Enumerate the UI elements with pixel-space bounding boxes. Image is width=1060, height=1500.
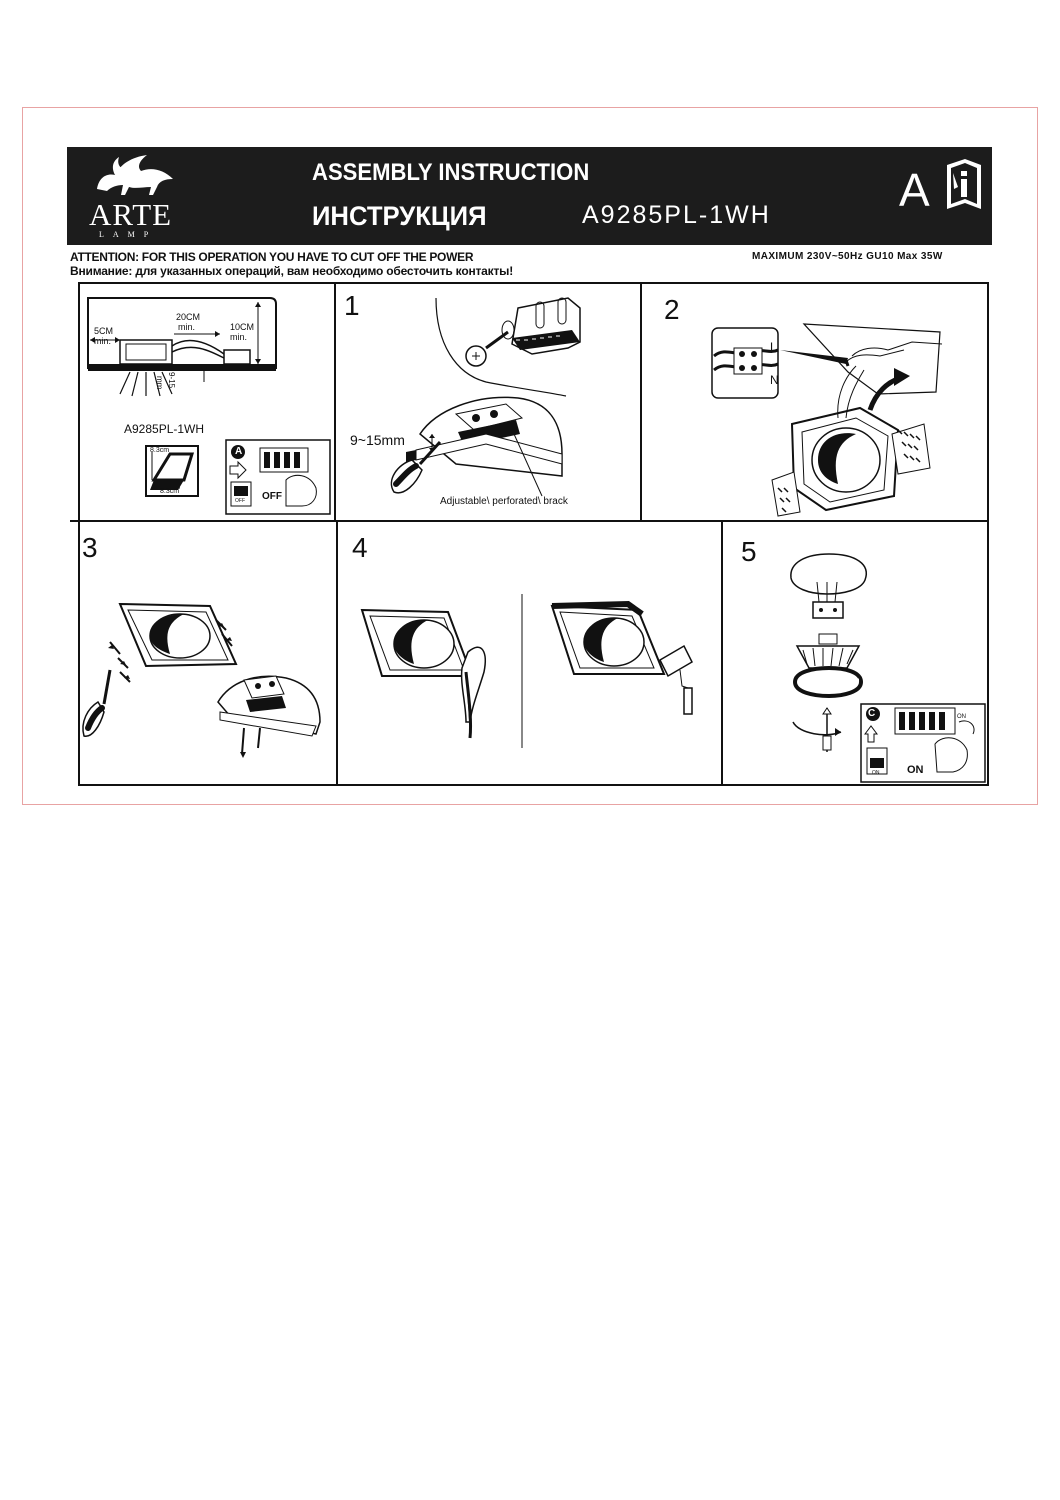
logo-subtitle: LAMP — [99, 230, 158, 239]
switch-on-tag: ON — [957, 714, 966, 720]
wiring-diagram — [642, 284, 987, 520]
ceiling-cutaway-diagram — [80, 284, 334, 520]
dim-10cm: 10CM — [230, 322, 255, 332]
step-2-number: 2 — [664, 294, 680, 325]
panel-step-1 — [336, 284, 640, 520]
dim-20cm: 20CM — [176, 312, 201, 322]
switch-on-small: ON — [872, 770, 880, 776]
document-letter: A — [899, 164, 930, 216]
painting-diagram — [338, 522, 721, 784]
model-number: A9285PL-1WH — [582, 201, 771, 229]
switch-on-label: ON — [907, 764, 924, 776]
step-1-thickness: 9~15mm — [350, 432, 405, 448]
wire-neutral: N — [770, 373, 779, 387]
panel-step-3 — [80, 522, 336, 784]
switch-off-small: OFF — [235, 498, 245, 504]
dim-20cm-min: min. — [178, 322, 196, 332]
lion-logo-icon — [77, 149, 185, 199]
step-1-number: 1 — [344, 290, 360, 321]
dim-5cm-min: min. — [94, 336, 112, 346]
dim-5cm: 5CM — [94, 326, 114, 336]
bulb-installation-diagram — [723, 522, 987, 784]
header-banner — [67, 147, 992, 245]
max-rating: MAXIMUM 230V~50Hz GU10 Max 35W — [752, 251, 943, 262]
badge-c: C — [868, 708, 876, 719]
step-1-caption: Adjustable\ perforated\ brack — [440, 496, 568, 507]
cutout-width: 8.3cm — [150, 447, 170, 454]
info-book-icon — [945, 157, 983, 212]
step-3-number: 3 — [82, 532, 98, 563]
step-4-number: 4 — [352, 532, 368, 563]
panel-step-2 — [642, 284, 987, 520]
panel-model: A9285PL-1WH — [124, 422, 205, 436]
title-english: ASSEMBLY INSTRUCTION — [312, 159, 590, 186]
panel-step-4 — [338, 522, 721, 784]
dim-mm: mm — [155, 376, 164, 390]
wire-live: L — [770, 340, 777, 354]
panel-step-5 — [723, 522, 987, 784]
bracket-screwdriver-diagram — [336, 284, 640, 520]
cutout-height: 8.3cm — [160, 488, 180, 495]
dim-10cm-min: min. — [230, 332, 248, 342]
grid-right — [987, 282, 989, 785]
switch-off-label: OFF — [262, 491, 282, 502]
step-5-number: 5 — [741, 536, 757, 567]
logo-word: ARTE — [89, 197, 173, 232]
mounting-screws-diagram — [80, 522, 336, 784]
attention-english: ATTENTION: FOR THIS OPERATION YOU HAVE TO CUT OFF THE POWER — [70, 250, 474, 264]
badge-a: A — [235, 446, 243, 457]
attention-russian: Внимание: для указанных операций, вам необходимо обесточить контакты! — [70, 264, 513, 278]
brand-logo — [77, 149, 185, 243]
dim-9-15: 9-15 — [167, 372, 176, 389]
panel-dimensions — [80, 284, 334, 520]
grid-bottom — [78, 784, 989, 786]
title-russian: ИНСТРУКЦИЯ — [312, 201, 487, 231]
